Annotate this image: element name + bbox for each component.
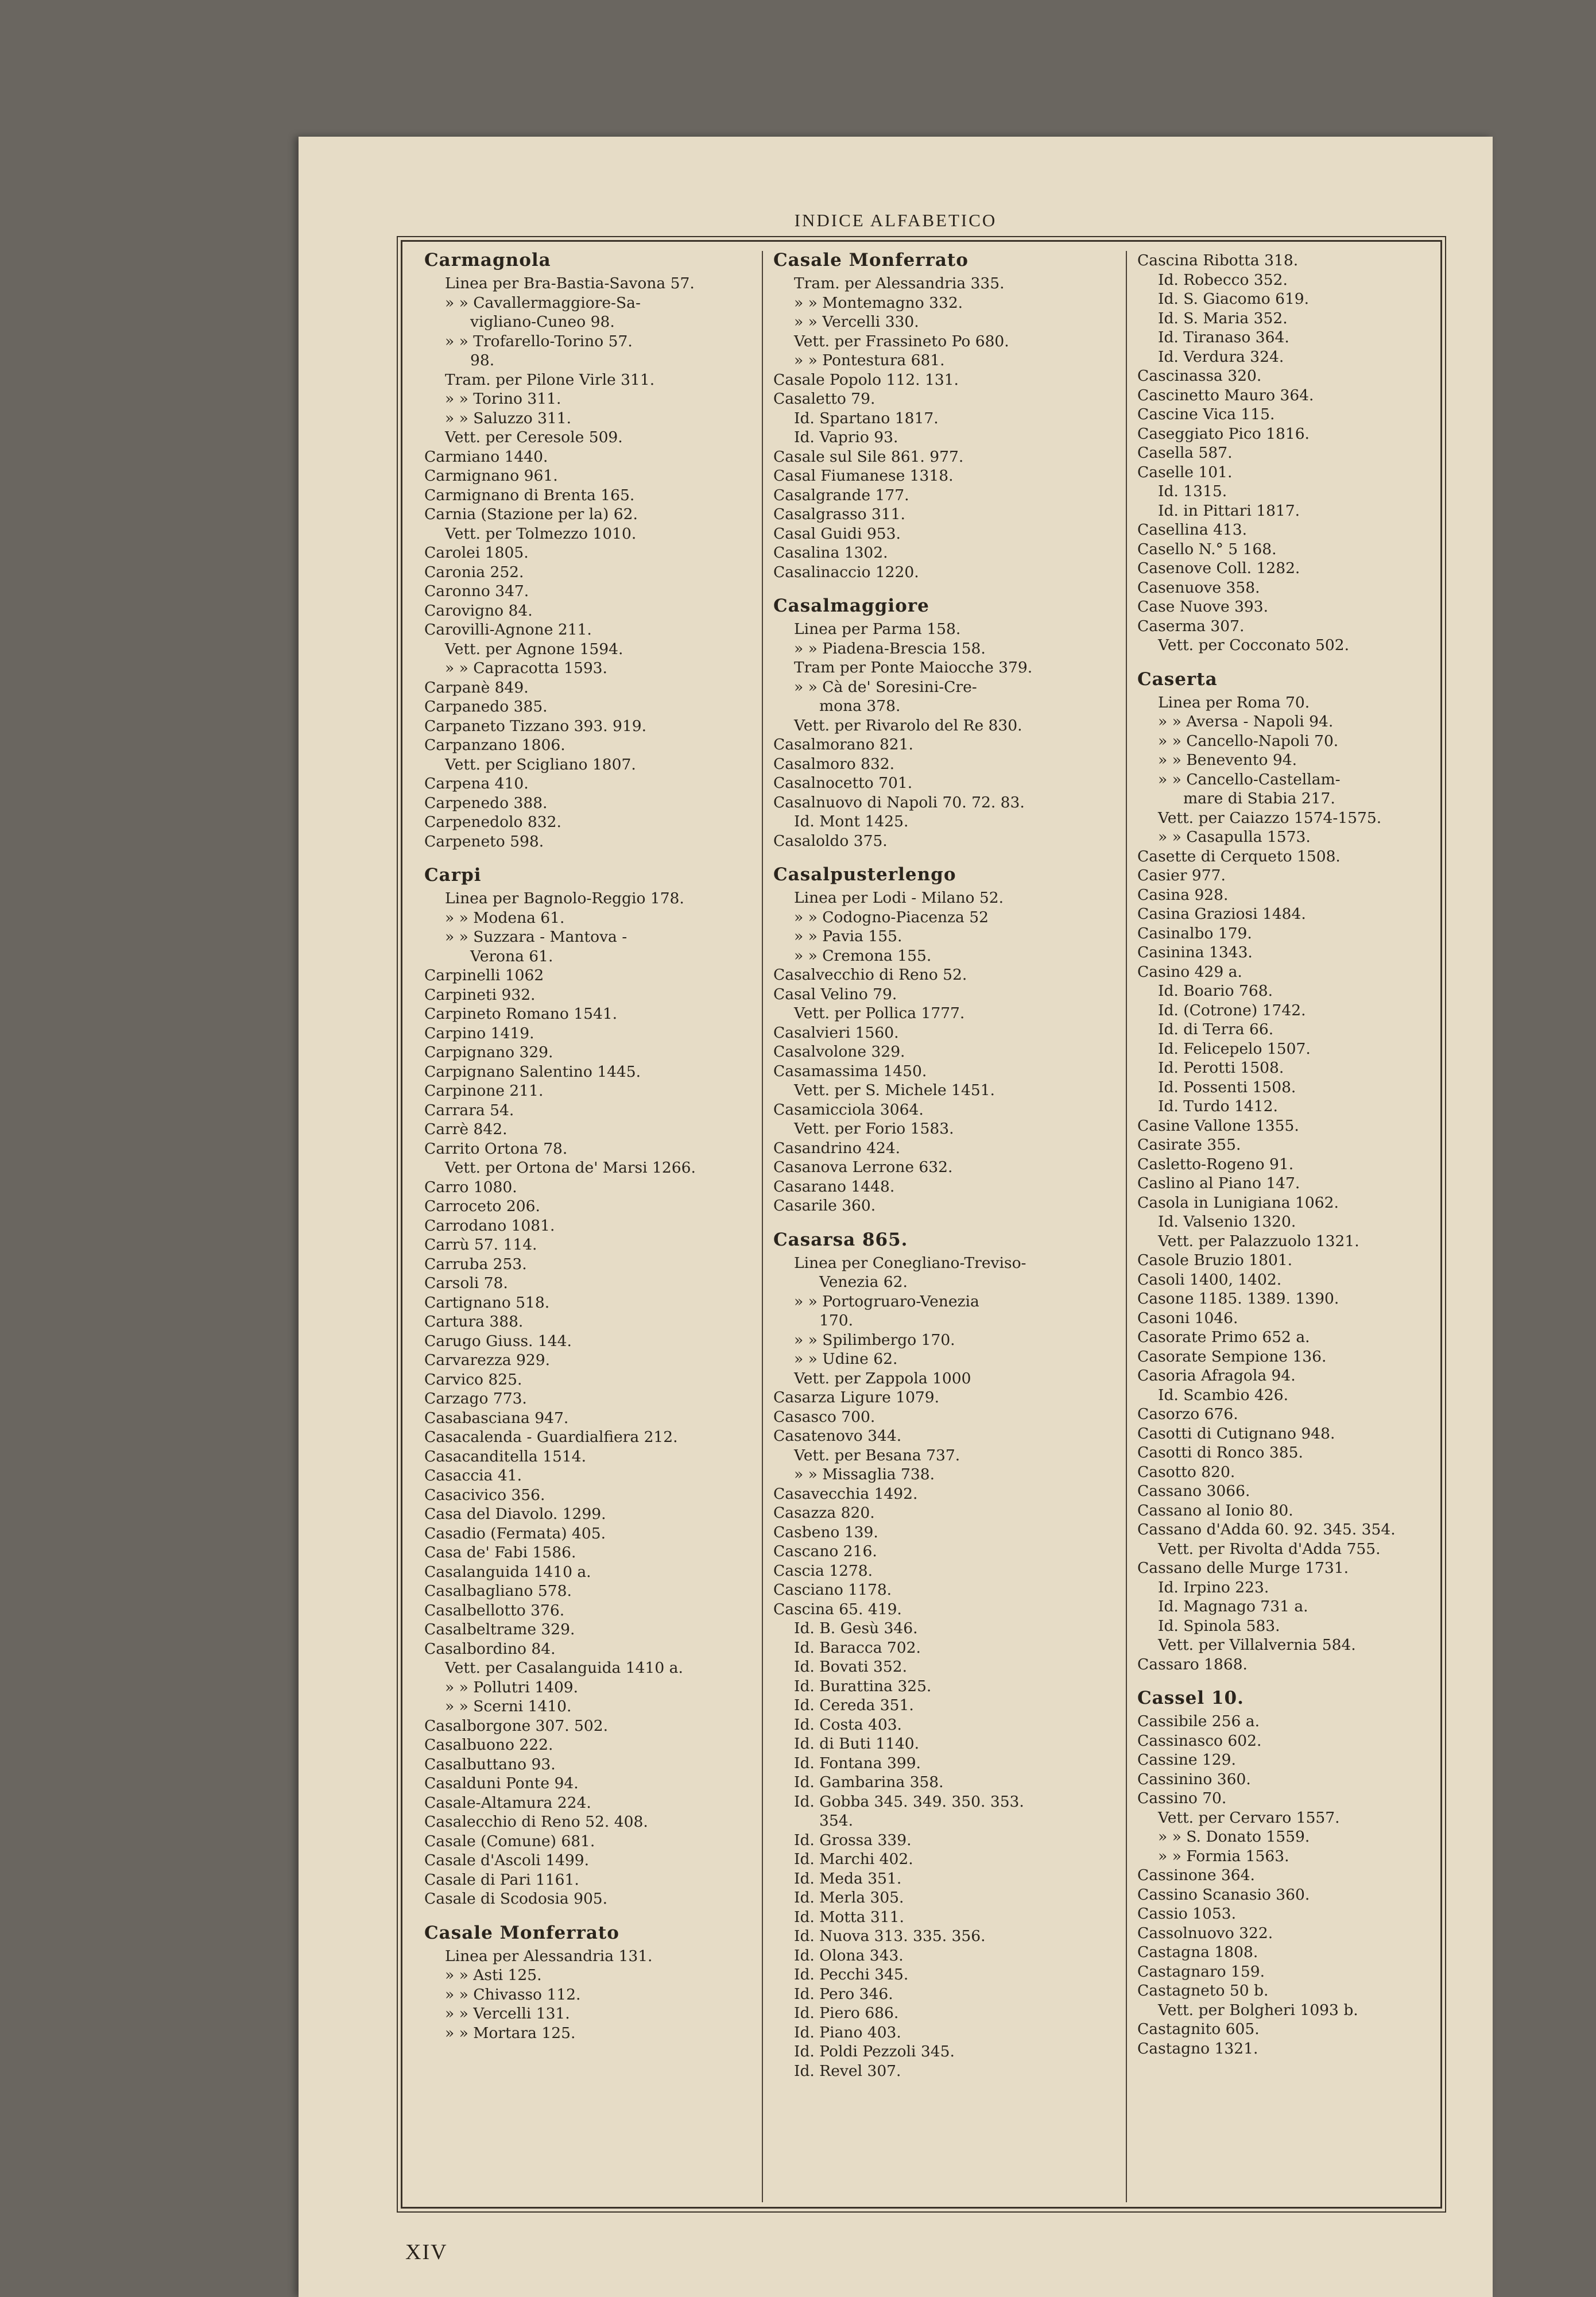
index-entry: Id. Spartano 1817. — [794, 409, 939, 427]
index-entry: Casatenovo 344. — [773, 1427, 902, 1445]
index-entry: Id. B. Gesù 346. — [794, 1619, 918, 1637]
index-entry: » » Piadena-Brescia 158. — [794, 639, 986, 658]
index-entry: Cassino 70. — [1137, 1789, 1227, 1807]
index-heading: Carpi — [424, 865, 482, 885]
index-entry: Linea per Alessandria 131. — [445, 1947, 653, 1965]
index-entry: 170. — [819, 1312, 854, 1329]
index-entry: Carpinone 211. — [424, 1082, 544, 1100]
book-page — [299, 137, 1493, 2297]
index-entry: Id. Nuova 313. 335. 356. — [794, 1927, 986, 1945]
index-entry: Casalborgone 307. 502. — [424, 1716, 609, 1735]
index-entry: Casalnuovo di Napoli 70. 72. 83. — [773, 793, 1025, 811]
index-entry: Vett. per Casalanguida 1410 a. — [445, 1659, 683, 1677]
index-entry: Casalbuttano 93. — [424, 1755, 556, 1773]
index-column-1 — [424, 251, 763, 2202]
index-entry: Casal Velino 79. — [773, 985, 897, 1003]
index-entry: Linea per Lodi - Milano 52. — [794, 889, 1004, 907]
index-entry: Casavecchia 1492. — [773, 1484, 918, 1503]
index-heading: Casalpusterlengo — [773, 864, 956, 885]
index-entry: Venezia 62. — [819, 1273, 908, 1291]
index-entry: » » Modena 61. — [445, 908, 565, 927]
index-entry: » » Pontestura 681. — [794, 351, 945, 369]
index-entry: » » Cancello-Napoli 70. — [1158, 732, 1339, 750]
index-entry: Carpaneto Tizzano 393. 919. — [424, 717, 647, 735]
index-entry: » » S. Donato 1559. — [1158, 1828, 1310, 1846]
index-entry: Id. Turdo 1412. — [1158, 1097, 1278, 1115]
index-entry: Id. Felicepelo 1507. — [1158, 1039, 1311, 1058]
index-entry: Carmiano 1440. — [424, 447, 548, 466]
index-entry: Carpignano 329. — [424, 1043, 553, 1061]
index-entry: Carpinelli 1062 — [424, 966, 544, 984]
index-entry: Cascia 1278. — [773, 1561, 873, 1580]
index-entry: Casadio (Fermata) 405. — [424, 1524, 606, 1542]
index-entry: » » Pollutri 1409. — [445, 1678, 579, 1696]
index-heading: Casalmaggiore — [773, 595, 929, 616]
index-entry: Cassolnuovo 322. — [1137, 1924, 1273, 1942]
index-entry: Id. Motta 311. — [794, 1908, 904, 1926]
index-entry: Carpena 410. — [424, 775, 529, 792]
index-entry: Carro 1080. — [424, 1178, 517, 1196]
index-entry: Casoni 1046. — [1137, 1309, 1238, 1327]
index-entry: Casbeno 139. — [773, 1523, 878, 1541]
index-entry: Id. Poldi Pezzoli 345. — [794, 2043, 955, 2060]
index-entry: Id. Mont 1425. — [794, 813, 909, 830]
index-entry: Casette di Cerqueto 1508. — [1137, 847, 1341, 865]
index-entry: Cassinasco 602. — [1137, 1731, 1262, 1750]
index-entry: » » Codogno-Piacenza 52 — [794, 908, 989, 926]
index-entry: Casalvieri 1560. — [773, 1023, 899, 1042]
index-entry: Carpignano Salentino 1445. — [424, 1062, 641, 1081]
index-entry: Vett. per Frassineto Po 680. — [794, 332, 1009, 350]
index-entry: Casier 977. — [1137, 867, 1226, 884]
index-entry: Carmignano 961. — [424, 467, 558, 485]
index-entry: Casalbeltrame 329. — [424, 1621, 575, 1638]
index-entry: Cascano 216. — [773, 1542, 877, 1560]
index-entry: vigliano-Cuneo 98. — [470, 313, 615, 331]
index-entry: Carvarezza 929. — [424, 1351, 551, 1369]
index-entry: Id. S. Maria 352. — [1158, 309, 1288, 327]
index-entry: » » Cavallermaggiore-Sa- — [445, 293, 641, 312]
index-entry: Id. S. Giacomo 619. — [1158, 290, 1310, 308]
index-entry: Cassano delle Murge 1731. — [1137, 1559, 1349, 1577]
index-entry: Casale di Scodosia 905. — [424, 1890, 608, 1908]
index-entry: Casenove Coll. 1282. — [1137, 559, 1300, 577]
index-entry: Id. Marchi 402. — [794, 1850, 913, 1868]
index-entry: Casciano 1178. — [773, 1581, 892, 1599]
index-entry: Carzago 773. — [424, 1390, 527, 1407]
index-entry: Castagnaro 159. — [1137, 1962, 1265, 1981]
index-entry: Vett. per Rivolta d'Adda 755. — [1158, 1540, 1381, 1558]
index-entry: Id. Tiranaso 364. — [1158, 328, 1289, 346]
index-entry: Cassano 3066. — [1137, 1482, 1250, 1500]
index-entry: Vett. per Cervaro 1557. — [1158, 1808, 1340, 1827]
index-entry: Vett. per Cocconato 502. — [1158, 636, 1350, 654]
index-entry: Casabasciana 947. — [424, 1409, 569, 1427]
index-entry: Casletto-Rogeno 91. — [1137, 1155, 1294, 1173]
index-entry: Casone 1185. 1389. 1390. — [1137, 1290, 1339, 1308]
index-entry: Carrito Ortona 78. — [424, 1139, 568, 1158]
index-entry: Id. Vaprio 93. — [794, 428, 898, 446]
index-entry: Castagno 1321. — [1137, 2039, 1258, 2058]
index-entry: Caronia 252. — [424, 563, 524, 581]
index-entry: Casina Graziosi 1484. — [1137, 905, 1306, 923]
index-entry: Cascina Ribotta 318. — [1137, 252, 1299, 269]
index-entry: Id. 1315. — [1158, 482, 1227, 500]
index-entry: mare di Stabia 217. — [1183, 790, 1335, 807]
index-entry: Caselle 101. — [1137, 463, 1233, 481]
index-entry: » » Cancello-Castellam- — [1158, 770, 1341, 788]
index-entry: Casalmoro 832. — [773, 755, 895, 773]
index-entry: Vett. per S. Michele 1451. — [794, 1081, 995, 1099]
index-entry: Casine Vallone 1355. — [1137, 1116, 1299, 1135]
index-entry: 354. — [819, 1812, 854, 1830]
index-entry: Carpineto Romano 1541. — [424, 1005, 618, 1023]
index-entry: Casalnocetto 701. — [773, 774, 913, 792]
index-entry: Carpenedo 388. — [424, 794, 548, 812]
index-entry: Casalbellotto 376. — [424, 1601, 565, 1619]
index-entry: Id. Spinola 583. — [1158, 1617, 1280, 1635]
index-entry: Case Nuove 393. — [1137, 598, 1269, 616]
index-entry: » » Cà de' Soresini-Cre- — [794, 678, 977, 696]
index-entry: Carovigno 84. — [424, 601, 533, 620]
index-entry: » » Montemagno 332. — [794, 293, 963, 312]
index-entry: » » Spilimbergo 170. — [794, 1331, 955, 1349]
index-entry: Casinalbo 179. — [1137, 924, 1252, 942]
index-entry: Casalmorano 821. — [773, 736, 913, 753]
index-entry: Carpanè 849. — [424, 678, 529, 697]
index-entry: Casola in Lunigiana 1062. — [1137, 1193, 1339, 1212]
index-entry: Carolei 1805. — [424, 544, 529, 562]
index-entry: Carpineti 932. — [424, 985, 536, 1004]
index-entry: Cassinino 360. — [1137, 1770, 1251, 1788]
index-entry: Caserma 307. — [1137, 617, 1245, 635]
index-entry: Id. Boario 768. — [1158, 982, 1273, 1000]
index-entry: Casal Guidi 953. — [773, 524, 901, 543]
index-heading: Cassel 10. — [1137, 1688, 1244, 1708]
index-entry: Casorate Primo 652 a. — [1137, 1328, 1310, 1346]
index-entry: Id. Revel 307. — [794, 2062, 901, 2080]
index-entry: Casorzo 676. — [1137, 1405, 1238, 1423]
index-entry: Cassinone 364. — [1137, 1866, 1255, 1884]
index-entry: » » Chivasso 112. — [445, 1985, 581, 2004]
index-entry: Casalvecchio di Reno 52. — [773, 966, 967, 984]
index-entry: Linea per Roma 70. — [1158, 693, 1310, 711]
page-number: XIV — [405, 2240, 448, 2264]
index-entry: » » Missaglia 738. — [794, 1465, 935, 1483]
index-entry: Id. Gambarina 358. — [794, 1773, 944, 1791]
index-entry: Carrara 54. — [424, 1101, 514, 1119]
index-entry: Linea per Parma 158. — [794, 620, 961, 638]
index-entry: Casalina 1302. — [773, 544, 888, 562]
index-entry: Cassano al Ionio 80. — [1137, 1501, 1293, 1519]
index-entry: Carpenedolo 832. — [424, 813, 561, 831]
index-entry: Vett. per Agnone 1594. — [445, 640, 623, 658]
index-entry: » » Formia 1563. — [1158, 1847, 1289, 1865]
index-entry: Vett. per Caiazzo 1574-1575. — [1158, 809, 1382, 827]
index-entry: » » Vercelli 131. — [445, 2005, 570, 2023]
index-entry: Carpino 1419. — [424, 1024, 534, 1042]
index-entry: Casa de' Fabi 1586. — [424, 1544, 576, 1561]
index-entry: Vett. per Tolmezzo 1010. — [445, 524, 637, 543]
index-entry: » » Mortara 125. — [445, 2024, 576, 2042]
index-entry: Casalbuono 222. — [424, 1736, 553, 1754]
index-entry: Linea per Conegliano-Treviso- — [794, 1254, 1026, 1272]
index-entry: Tram per Ponte Maiocche 379. — [794, 659, 1033, 676]
index-entry: Casalgrasso 311. — [773, 505, 905, 523]
index-entry: Id. Olona 343. — [794, 1946, 904, 1965]
index-entry: » » Aversa - Napoli 94. — [1158, 713, 1334, 730]
index-entry: Id. Perotti 1508. — [1158, 1059, 1284, 1077]
index-heading: Casale Monferrato — [424, 1922, 619, 1943]
index-entry: Id. Pecchi 345. — [794, 1966, 909, 1983]
index-entry: Caronno 347. — [424, 582, 529, 600]
index-entry: Caslino al Piano 147. — [1137, 1174, 1300, 1192]
index-entry: Casoria Afragola 94. — [1137, 1367, 1296, 1385]
index-heading: Caserta — [1137, 668, 1218, 690]
index-entry: Id. di Terra 66. — [1158, 1020, 1274, 1038]
index-entry: Casacalenda - Guardialfiera 212. — [424, 1428, 678, 1446]
index-entry: » » Capracotta 1593. — [445, 659, 607, 677]
index-entry: Carroceto 206. — [424, 1197, 540, 1215]
index-entry: Carovilli-Agnone 211. — [424, 621, 592, 639]
index-entry: Cassibile 256 a. — [1137, 1712, 1260, 1730]
index-entry: Cassino Scanasio 360. — [1137, 1885, 1310, 1904]
index-entry: Caseggiato Pico 1816. — [1137, 424, 1310, 443]
index-entry: Casalduni Ponte 94. — [424, 1774, 579, 1792]
index-entry: Carsoli 78. — [424, 1274, 508, 1292]
index-column-3 — [1137, 251, 1436, 2202]
index-entry: Casello N.° 5 168. — [1137, 540, 1277, 558]
index-entry: Vett. per Villalvernia 584. — [1158, 1636, 1356, 1654]
index-entry: Casale sul Sile 861. 977. — [773, 447, 964, 466]
index-entry: Carmignano di Brenta 165. — [424, 486, 635, 504]
index-entry: Id. Baracca 702. — [794, 1638, 921, 1657]
index-entry: Id. Magnago 731 a. — [1158, 1598, 1308, 1615]
index-entry: Id. Burattina 325. — [794, 1677, 932, 1695]
index-entry: Cassaro 1868. — [1137, 1655, 1248, 1673]
index-entry: Id. Cereda 351. — [794, 1696, 914, 1714]
index-entry: Carpeneto 598. — [424, 832, 544, 850]
index-entry: » » Asti 125. — [445, 1966, 542, 1984]
index-entry: Casamassima 1450. — [773, 1062, 927, 1080]
index-entry: Casale Popolo 112. 131. — [773, 370, 959, 389]
index-entry: Carrù 57. 114. — [424, 1236, 537, 1254]
index-entry: Casarza Ligure 1079. — [773, 1389, 940, 1406]
index-entry: » » Udine 62. — [794, 1350, 898, 1368]
index-entry: Casale-Altamura 224. — [424, 1793, 591, 1812]
index-entry: Casacanditella 1514. — [424, 1447, 586, 1465]
index-entry: Carnia (Stazione per la) 62. — [424, 505, 638, 523]
index-entry: Casinina 1343. — [1137, 943, 1253, 961]
index-entry: Casalecchio di Reno 52. 408. — [424, 1813, 648, 1831]
index-entry: Linea per Bra-Bastia-Savona 57. — [445, 274, 695, 292]
index-entry: Id. Robecco 352. — [1158, 270, 1288, 289]
index-entry: Id. Verdura 324. — [1158, 347, 1284, 366]
index-entry: Id. Fontana 399. — [794, 1754, 921, 1772]
index-entry: Vett. per Ortona de' Marsi 1266. — [445, 1159, 696, 1177]
index-entry: Carrodano 1081. — [424, 1216, 555, 1235]
index-entry: Casandrino 424. — [773, 1139, 901, 1157]
index-entry: Id. Gobba 345. 349. 350. 353. — [794, 1792, 1024, 1811]
index-entry: Casotti di Ronco 385. — [1137, 1444, 1303, 1461]
index-frame — [401, 240, 1442, 2209]
index-entry: Carrè 842. — [424, 1120, 508, 1138]
index-entry: Vett. per Rivarolo del Re 830. — [794, 716, 1022, 734]
index-entry: Tram. per Pilone Virle 311. — [445, 370, 655, 389]
index-entry: Casino 429 a. — [1137, 962, 1242, 981]
index-entry: Casalvolone 329. — [773, 1043, 905, 1061]
index-entry: Vett. per Scigliano 1807. — [445, 755, 636, 774]
index-entry: Casenuove 358. — [1137, 578, 1260, 597]
index-entry: Carpanedo 385. — [424, 698, 548, 716]
index-entry: Cascina 65. 419. — [773, 1600, 902, 1618]
index-entry: Vett. per Besana 737. — [794, 1446, 960, 1464]
index-entry: Casotti di Cutignano 948. — [1137, 1424, 1335, 1443]
index-entry: Casarile 360. — [773, 1197, 876, 1215]
index-entry: Cascinetto Mauro 364. — [1137, 386, 1314, 404]
index-entry: mona 378. — [819, 697, 901, 715]
index-entry: » » Torino 311. — [445, 390, 561, 408]
index-entry: » » Cremona 155. — [794, 946, 932, 965]
index-entry: Cascine Vica 115. — [1137, 405, 1275, 423]
index-entry: Tram. per Alessandria 335. — [794, 274, 1005, 292]
page-header: INDICE ALFABETICO — [794, 210, 997, 230]
index-entry: Carpanzano 1806. — [424, 736, 565, 754]
index-entry: Casirate 355. — [1137, 1136, 1241, 1154]
index-entry: Vett. per Palazzuolo 1321. — [1158, 1232, 1359, 1250]
index-entry: Casalbagliano 578. — [424, 1582, 572, 1600]
index-entry: Casazza 820. — [773, 1504, 875, 1522]
index-entry: Casoli 1400, 1402. — [1137, 1270, 1282, 1289]
index-entry: Id. Bovati 352. — [794, 1658, 908, 1676]
index-entry: Vett. per Pollica 1777. — [794, 1004, 965, 1022]
index-entry: Vett. per Zappola 1000 — [794, 1369, 971, 1387]
index-entry: » » Saluzzo 311. — [445, 409, 572, 427]
index-entry: Casale di Pari 1161. — [424, 1870, 579, 1889]
index-entry: Id. Possenti 1508. — [1158, 1078, 1296, 1096]
index-entry: Casaloldo 375. — [773, 832, 888, 850]
index-entry: Carvico 825. — [424, 1370, 522, 1389]
index-entry: Id. Piero 686. — [794, 2004, 899, 2022]
index-entry: Cascinassa 320. — [1137, 367, 1262, 385]
index-entry: Castagneto 50 b. — [1137, 1982, 1269, 2000]
index-entry: Id. Valsenio 1320. — [1158, 1213, 1296, 1231]
index-entry: Id. Pero 346. — [794, 1985, 893, 2003]
index-entry: Casale (Comune) 681. — [424, 1832, 595, 1850]
index-entry: Casella 587. — [1137, 444, 1233, 462]
index-entry: Casale d'Ascoli 1499. — [424, 1851, 590, 1869]
index-entry: Vett. per Bolgheri 1093 b. — [1158, 2001, 1358, 2019]
index-entry: Casotto 820. — [1137, 1463, 1235, 1481]
index-entry: 98. — [470, 351, 495, 369]
index-entry: Id. Costa 403. — [794, 1715, 902, 1734]
index-column-2 — [773, 251, 1127, 2202]
index-entry: Casasco 700. — [773, 1407, 876, 1426]
index-entry: Castagna 1808. — [1137, 1943, 1258, 1961]
index-entry: Cartignano 518. — [424, 1293, 550, 1312]
index-entry: Casellina 413. — [1137, 521, 1248, 539]
index-entry: Casa del Diavolo. 1299. — [424, 1505, 606, 1523]
index-entry: Verona 61. — [470, 947, 553, 965]
index-heading: Casarsa 865. — [773, 1229, 908, 1250]
index-entry: Casalanguida 1410 a. — [424, 1563, 591, 1581]
index-entry: Casorate Sempione 136. — [1137, 1347, 1327, 1366]
index-entry: » » Vercelli 330. — [794, 313, 919, 331]
index-entry: Casaccia 41. — [424, 1467, 522, 1484]
index-entry: Casanova Lerrone 632. — [773, 1158, 953, 1176]
index-entry: » » Trofarello-Torino 57. — [445, 332, 633, 350]
index-entry: Casamicciola 3064. — [773, 1100, 924, 1119]
index-entry: Id. in Pittari 1817. — [1158, 501, 1300, 520]
index-entry: Casaletto 79. — [773, 390, 876, 408]
index-heading: Casale Monferrato — [773, 251, 969, 270]
index-entry: Castagnito 605. — [1137, 2020, 1260, 2038]
index-entry: » » Scerni 1410. — [445, 1697, 572, 1715]
index-entry: Casacivico 356. — [424, 1486, 545, 1504]
index-entry: Carugo Giuss. 144. — [424, 1332, 572, 1350]
index-entry: Casalbordino 84. — [424, 1639, 556, 1658]
index-entry: Id. Irpino 223. — [1158, 1578, 1269, 1596]
index-entry: Vett. per Ceresole 509. — [445, 428, 623, 446]
index-entry: Id. Grossa 339. — [794, 1831, 912, 1849]
index-heading: Carmagnola — [424, 251, 551, 270]
index-entry: Id. di Buti 1140. — [794, 1735, 920, 1753]
index-entry: Id. Merla 305. — [794, 1889, 904, 1907]
index-entry: » » Suzzara - Mantova - — [445, 928, 627, 946]
index-entry: Casalinaccio 1220. — [773, 563, 919, 581]
index-entry: Linea per Bagnolo-Reggio 178. — [445, 890, 684, 907]
index-entry: Casalgrande 177. — [773, 486, 909, 504]
index-entry: Id. (Cotrone) 1742. — [1158, 1001, 1306, 1019]
index-entry: » » Benevento 94. — [1158, 751, 1297, 769]
index-entry: Casole Bruzio 1801. — [1137, 1251, 1293, 1269]
index-entry: Cassio 1053. — [1137, 1905, 1236, 1923]
index-entry: Vett. per Forio 1583. — [794, 1120, 954, 1138]
index-entry: Id. Scambio 426. — [1158, 1386, 1289, 1404]
index-entry: Carruba 253. — [424, 1255, 527, 1273]
index-entry: » » Casapulla 1573. — [1158, 828, 1311, 846]
index-entry: » » Pavia 155. — [794, 927, 902, 945]
index-entry: Cassano d'Adda 60. 92. 345. 354. — [1137, 1521, 1396, 1538]
index-entry: Cartura 388. — [424, 1313, 524, 1331]
index-entry: Cassine 129. — [1137, 1751, 1236, 1769]
index-entry: Casal Fiumanese 1318. — [773, 467, 954, 485]
index-entry: Id. Piano 403. — [794, 2023, 901, 2041]
index-entry: Casarano 1448. — [773, 1177, 895, 1196]
index-entry: Casina 928. — [1137, 885, 1229, 904]
index-entry: » » Portogruaro-Venezia — [794, 1292, 979, 1310]
index-entry: Id. Meda 351. — [794, 1869, 902, 1888]
